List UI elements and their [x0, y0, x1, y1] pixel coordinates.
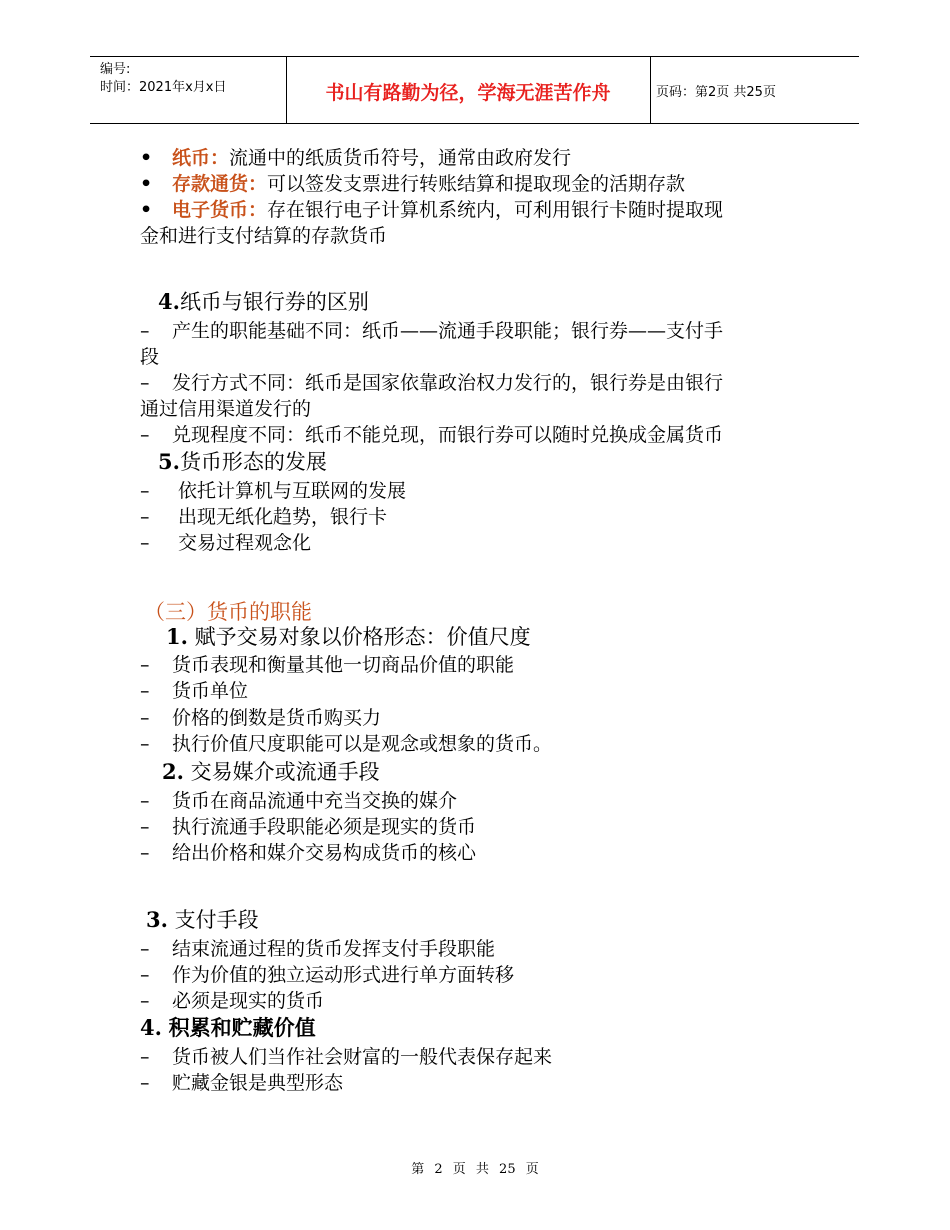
dash: –: [140, 506, 150, 528]
page-header: [90, 56, 859, 124]
item-text: 作为价值的独立运动形式进行单方面转移: [172, 964, 515, 986]
dash: –: [140, 424, 150, 446]
item-continuation: 段: [140, 346, 160, 368]
list-item: [140, 422, 723, 448]
definition: 流通中的纸质货币符号，通常由政府发行: [229, 147, 572, 169]
dash: –: [140, 1046, 150, 1068]
heading-title: 纸币与银行券的区别: [179, 290, 369, 314]
dash: –: [140, 733, 150, 755]
definition-continuation: 金和进行支付结算的存款货币: [140, 225, 388, 247]
dash: –: [140, 532, 150, 554]
heading-number: 4.: [158, 289, 180, 314]
item-text: 结束流通过程的货币发挥支付手段职能: [172, 938, 496, 960]
item-text: 货币单位: [172, 680, 249, 702]
code-label: 编号:: [100, 62, 131, 77]
chapter-heading: （三）货币的职能: [144, 600, 312, 624]
item-text: 兑现程度不同：纸币不能兑现，而银行券可以随时兑换成金属货币: [172, 424, 724, 446]
heading-title: 交易媒介或流通手段: [190, 760, 380, 784]
heading-number: 1.: [166, 624, 188, 649]
list-item: [140, 678, 248, 704]
dash: –: [140, 372, 150, 394]
header-divider: [650, 57, 651, 123]
function-heading: [140, 1014, 316, 1042]
page-footer: 第 2 页 共 25 页: [411, 1162, 539, 1177]
term: 纸币：: [172, 147, 230, 169]
list-item: [140, 988, 324, 1014]
item-text: 依托计算机与互联网的发展: [178, 480, 407, 502]
list-item: [140, 840, 476, 866]
item-text: 贮藏金银是典型形态: [172, 1072, 344, 1094]
bullet: •: [140, 147, 153, 169]
section-heading: [158, 448, 327, 476]
item-text: 执行流通手段职能必须是现实的货币: [172, 816, 477, 838]
list-item: [140, 530, 311, 556]
dash: –: [140, 790, 150, 812]
function-heading: [162, 758, 380, 786]
heading-number: 3.: [146, 907, 168, 932]
definition: 可以签发支票进行转账结算和提取现金的活期存款: [267, 173, 686, 195]
heading-number: 5.: [158, 449, 180, 474]
item-text: 发行方式不同：纸币是国家依靠政治权力发行的，银行券是由银行: [172, 372, 724, 394]
item-text: 货币被人们当作社会财富的一般代表保存起来: [172, 1046, 553, 1068]
definition: 存在银行电子计算机系统内，可利用银行卡随时提取现: [267, 199, 724, 221]
item-text: 货币在商品流通中充当交换的媒介: [172, 790, 458, 812]
item-continuation: 通过信用渠道发行的: [140, 398, 312, 420]
dash: –: [140, 938, 150, 960]
item-text: 出现无纸化趋势，银行卡: [178, 506, 388, 528]
list-item: [140, 936, 495, 962]
dash: –: [140, 1072, 150, 1094]
list-item: [140, 1044, 552, 1070]
bullet: •: [140, 199, 153, 221]
list-item: [140, 1070, 343, 1096]
item-text: 价格的倒数是货币购买力: [172, 707, 382, 729]
function-heading: [146, 906, 259, 934]
bullet: •: [140, 173, 153, 195]
list-item: [140, 318, 723, 344]
dash: –: [140, 842, 150, 864]
term: 存款通货：: [172, 173, 268, 195]
dash: –: [140, 480, 150, 502]
dash: –: [140, 320, 150, 342]
heading-title: 货币形态的发展: [179, 450, 327, 474]
header-meta: [100, 61, 226, 97]
heading-number: 2.: [162, 759, 184, 784]
list-item: [140, 652, 514, 678]
section-heading: [158, 288, 369, 316]
list-item: [140, 197, 723, 223]
item-text: 产生的职能基础不同：纸币——流通手段职能；银行券——支付手: [172, 320, 724, 342]
item-text: 货币表现和衡量其他一切商品价值的职能: [172, 654, 515, 676]
function-heading: [166, 623, 531, 651]
dash: –: [140, 654, 150, 676]
dash: –: [140, 816, 150, 838]
dash: –: [140, 964, 150, 986]
list-item: [140, 731, 552, 757]
header-motto: 书山有路勤为径，学海无涯苦作舟: [325, 82, 611, 104]
item-text: 交易过程观念化: [178, 532, 312, 554]
list-item: [140, 145, 571, 171]
list-item: [140, 370, 723, 396]
item-text: 给出价格和媒介交易构成货币的核心: [172, 842, 477, 864]
heading-number: 4.: [140, 1015, 162, 1040]
item-text: 执行价值尺度职能可以是观念或想象的货币。: [172, 733, 553, 755]
dash: –: [140, 680, 150, 702]
list-item: [140, 788, 457, 814]
header-page-info: 页码：第2页 共25页: [656, 85, 776, 100]
list-item: [140, 478, 406, 504]
list-item: [140, 814, 476, 840]
list-item: [140, 504, 387, 530]
list-item: [140, 705, 381, 731]
heading-title: 支付手段: [174, 908, 259, 932]
term: 电子货币：: [172, 199, 268, 221]
list-item: [140, 171, 685, 197]
heading-title: 赋予交易对象以价格形态：价值尺度: [194, 625, 531, 649]
item-text: 必须是现实的货币: [172, 990, 325, 1012]
list-item: [140, 962, 514, 988]
dash: –: [140, 707, 150, 729]
dash: –: [140, 990, 150, 1012]
heading-title: 积累和贮藏价值: [168, 1015, 316, 1040]
time-label: 时间：2021年x月x日: [100, 80, 227, 95]
